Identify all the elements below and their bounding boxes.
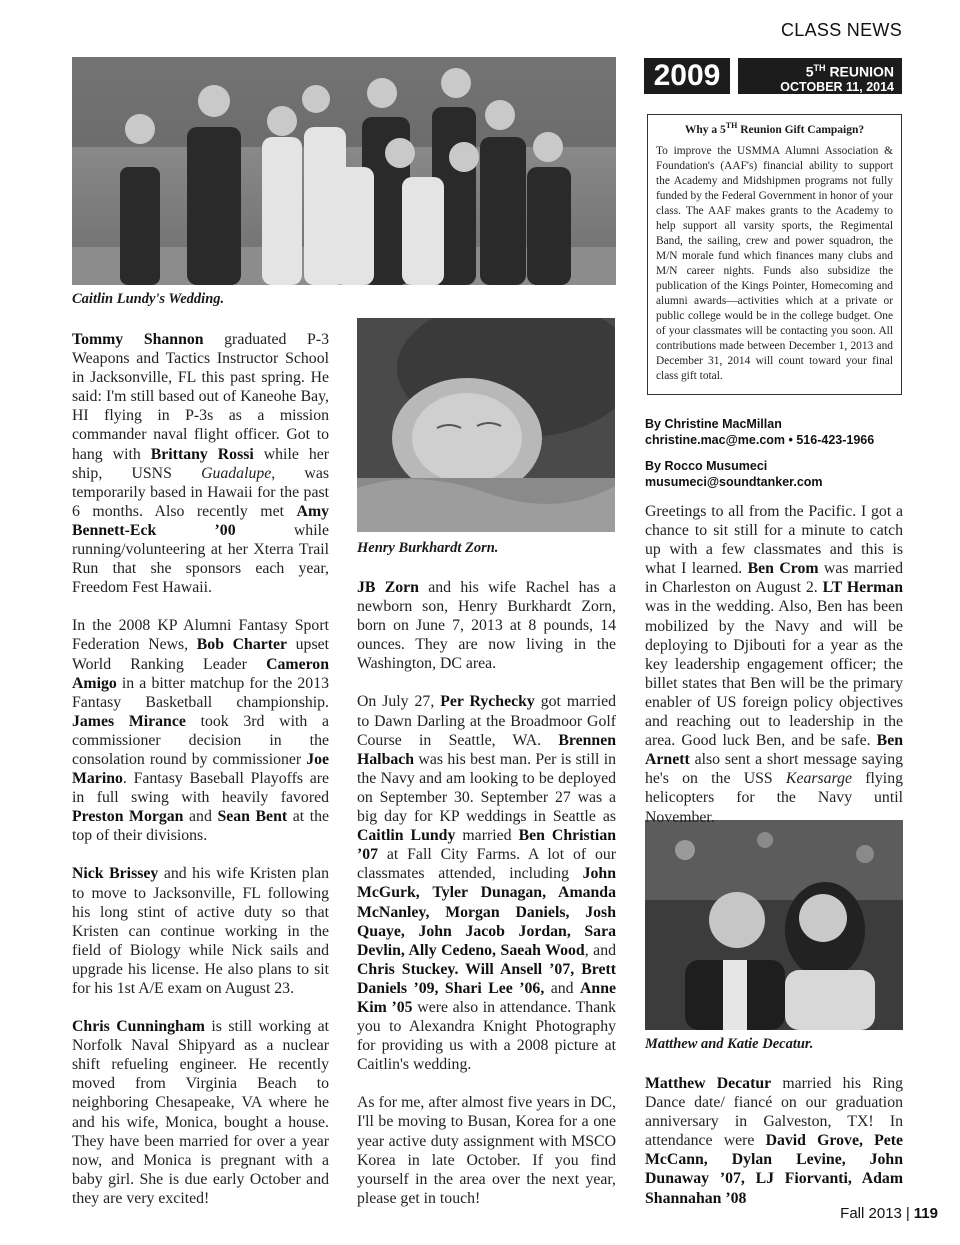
body-text: and his wife Rachel has a newborn son, Henry Burkhardt Zorn, born on June 7, 2013 at 8 pounds, 14 ounces. They are now living in the Washington, DC area. [357,579,616,673]
name-highlight: Ben Arnett [645,732,903,769]
body-text: took 3rd with a commissioner decision in the consolation round by commissioner [72,712,329,768]
body-text: while running/volunteering at her Xterra Trail Run that she sponsors each year, Freedom Fest Hawaii. [72,521,329,597]
reunion-gift-box [647,114,902,395]
baby-caption: Henry Burkhardt Zorn. [357,540,499,556]
name-highlight: Tommy Shannon [72,331,204,348]
wedding-group-photo [72,57,616,285]
body-text: In the 2008 KP Alumni Fantasy Sport Federation News, [72,617,329,654]
body-text: and his wife Kristen plan to move to Jacksonville, FL following his long stint of active duty so that Kristen can continue working in the field of Biology while Nick sails and upgrade his license. He also plans to sit for his 1st A/E exam on August 23. [72,865,329,997]
body-text: married [455,827,519,845]
body-text: at Fall City Farms. A lot of our classmates attended, including [357,846,616,883]
column-2 [357,578,616,1227]
body-text: Greetings to all from the Pacific. I got a chance to sit still for a minute to catch up with a few classmates and this is what I learned. [645,503,903,578]
contact-1-name: By Christine MacMillan [645,417,782,431]
col1-paragraph-2 [72,616,329,845]
name-highlight: David Grove, Pete McCann, Dylan Levine, John Dunaway ’07, LJ Fiorvanti, Adam Shannahan ’08 [645,1132,904,1207]
body-text: flying helicopters for the Navy until November. [645,770,903,826]
contact-1-separator: • [785,433,797,447]
body-text: was his best man. Per is still in the Navy and am looking to be deployed on September 30. September 27 was a big day for KP weddings in Seattle as [357,750,616,826]
baby-photo [357,318,615,532]
col2-paragraph-2 [357,692,616,1074]
body-text: upset World Ranking Leader [72,636,329,673]
class-year-badge: 2009 [644,58,730,94]
name-highlight: Cameron Amigo [72,655,329,692]
body-text: , and [584,941,616,959]
name-highlight: Anne Kim ’05 [357,979,616,1016]
reunion-title [738,58,902,80]
name-highlight: JB Zorn [357,579,419,596]
contact-1-line [645,432,915,448]
body-text: and [183,808,218,826]
body-text: was married in Charleston on August 2. [645,560,903,597]
column-1 [72,330,329,1227]
name-highlight: Preston Morgan [72,808,184,826]
body-text: in a bitter matchup for the 2013 Fantasy Basketball championship. [72,674,329,711]
reunion-number: 5 [805,63,814,80]
body-text: at the top of their divisions. [72,808,329,845]
column-3-bottom [645,1074,903,1227]
name-highlight: Brittany Rossi [150,445,254,463]
decatur-caption: Matthew and Katie Decatur. [645,1036,814,1052]
body-text: and [544,979,580,997]
body-text: . Fantasy Baseball Playoffs are in full swing with heavily favored [72,770,329,807]
body-text: was in the wedding. Also, Ben has been mobilized by the Navy and will be deploying to Djibouti for a year as the key leadership engagement officer; the billet states that Ben will be the primary enabler of US foreign policy objectives and reaching out to leadership in the area. Good luck Ben, and be safe. [645,598,903,750]
col2-paragraph-1 [357,578,616,673]
name-highlight: Amy Bennett-Eck ’00 [72,502,329,539]
col3-paragraph-2 [645,1074,903,1208]
name-highlight: John McGurk, Tyler Dunagan, Amanda McNanley, Morgan Daniels, Josh Quaye, John Jacob Jordan, Sara Devlin, Ally Cedeno, Saeah Wood [357,865,616,959]
contact-block-1 [645,416,915,448]
body-text: were also in attendance. Thank you to Alexandra Knight Photography for providing us with a 2008 picture at Caitlin's wedding. [357,998,616,1074]
contact-1-email[interactable]: christine.mac@me.com [645,433,786,447]
name-highlight: Caitlin Lundy [357,827,456,845]
column-3-top [645,502,903,846]
body-text: married his Ring Dance date/ fiancé on our graduation anniversary in Galveston, TX! In attendance were [645,1075,903,1150]
name-highlight: Chris Cunningham [72,1018,205,1036]
contact-2-email[interactable]: musumeci@soundtanker.com [645,475,823,489]
name-highlight: Per Rychecky [440,693,535,711]
section-label: CLASS NEWS [780,20,902,40]
footer-separator: | [905,1205,910,1222]
baby-photo-art [357,318,615,532]
gift-title-pre: Why a 5 [684,123,726,136]
wedding-photo-art [72,57,616,285]
name-highlight: Chris Stuckey. Will Ansell ’07, Brett Daniels ’09, Shari Lee ’06, [357,960,616,997]
gift-box-body: To improve the USMMA Alumni Association & Foundation's (AAF's) financial ability to support the Academy and Midshipmen programs not fully funded by the Federal Government in honor of your class. The AAF makes grants to the Academy to help support all varsity sports, the Regimental Band, the sailing, crew and power squadron, the M/N morale fund which finances many clubs and M/N career nights. Funds also subsidize the publication of the Kings Pointer, Homecoming and alumni awards—activities which at a private or public college would be in the college budget. One of your classmates will be contacting you soon. All contributions made between December 1, 2013 and December 31, 2014 will count toward your final class gift total. [656,144,893,382]
contact-2-name: By Rocco Musumeci [645,459,768,473]
name-highlight: Matthew Decatur [645,1075,772,1092]
reunion-sup: TH [813,63,826,73]
name-highlight: James Mirance [72,712,186,730]
name-highlight: Ben Christian ’07 [357,827,617,864]
name-highlight: Joe Marino [72,750,329,788]
gift-title-sup: TH [725,121,738,130]
page-number: 119 [913,1205,938,1222]
col3-paragraph-1 [645,502,903,827]
body-text: got married to Dawn Darling at the Broadmoor Golf Course in Seattle, WA. [357,693,617,749]
gift-box-title [656,121,893,136]
reunion-word: REUNION [829,63,894,80]
col1-paragraph-3 [72,864,329,998]
body-text: On July 27, [357,693,441,711]
page-footer [840,1205,938,1222]
body-text: , was temporarily based in Hawaii for the past 6 months. Also recently met [72,464,329,520]
name-highlight: Sean Bent [217,808,288,826]
body-text: also sent a short message saying he's on the USS [645,751,903,788]
body-text: graduated P-3 Weapons and Tactics Instructor School in Jacksonville, FL this past spring. He said: I'm still based out of Kaneohe Bay, HI flying in P-3s as a mission commander naval flight officer. Got to hang with [72,331,330,463]
col1-paragraph-1 [72,330,329,597]
reunion-date: OCTOBER 11, 2014 [780,79,894,94]
reunion-badge [738,58,902,94]
issue-label: Fall 2013 [840,1205,902,1222]
col1-paragraph-4 [72,1017,329,1208]
body-text: while her ship, USNS [72,445,329,482]
contact-1-phone: 516-423-1966 [796,433,875,447]
body-text: As for me, after almost five years in DC, I'll be moving to Busan, Korea for a one year active duty assignment with MSCO Korea in late October. If you find yourself in the area over the next year, please get in touch! [357,1094,616,1207]
name-highlight: Nick Brissey [72,865,159,883]
ship-name: Kearsarge [785,770,853,788]
name-highlight: Ben Crom [747,560,819,578]
name-highlight: LT Herman [822,579,903,597]
name-highlight: Bob Charter [196,636,288,654]
wedding-caption: Caitlin Lundy's Wedding. [72,291,225,307]
gift-title-post: Reunion Gift Campaign? [737,123,865,136]
decatur-photo [645,820,903,1030]
contact-block-2 [645,458,915,490]
col2-paragraph-3 [357,1093,616,1208]
name-highlight: Brennen Halbach [357,731,616,768]
ship-name: Guadalupe [201,464,272,482]
body-text: is still working at Norfolk Naval Shipyard as a nuclear shift refueling engineer. He recently moved from Virginia Beach to neighboring Chesapeake, VA where he and his wife, Monica, bought a house. They have been married for over a year now, and Monica is pregnant with a baby girl. She is due early October and they are very excited! [72,1018,330,1207]
decatur-photo-art [645,820,903,1030]
